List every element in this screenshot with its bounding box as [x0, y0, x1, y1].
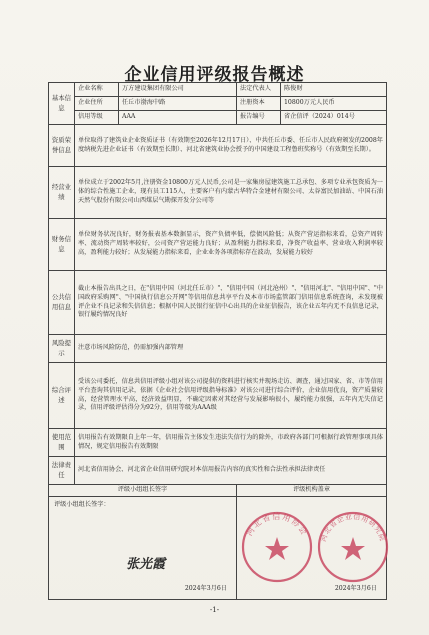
- section-text-performance: 单位成立于2002年5月,注册资金10800万元人民币,公司是一家集房屋建筑施工总承包、多项专业承包资质为一体的综合性施工企业，现有员工115人，主要客户有内蒙古华特合金建材有限公司、太谷富民加油站、中国石油天然气股份有限公司山西煤层气勘探开发分公司等: [75, 167, 387, 219]
- section-row-risk: [49, 335, 387, 363]
- section-text-liability: 河北省信用协会、河北省企业信用研究院对本信用报告内容的真实性和合法性承担法律责任: [75, 457, 387, 485]
- section-label-finance: 财务信息: [49, 219, 75, 271]
- report-table: [48, 82, 387, 600]
- section-label-public-credit: 公共信用信息: [49, 271, 75, 335]
- section-row-public-credit: [49, 271, 387, 335]
- section-row-summary: [49, 363, 387, 429]
- field-label-legal-rep: 法定代表人: [237, 83, 281, 97]
- field-label-capital: 注册资本: [237, 97, 281, 111]
- association-seal-text: 河北省信用协会: [244, 512, 310, 538]
- field-label-address: 企业住所: [75, 97, 119, 111]
- section-row-qualifications: [49, 125, 387, 167]
- basic-row-1: [49, 83, 387, 97]
- field-label-credit-grade: 信用等级: [75, 111, 119, 125]
- section-label-liability: 法律责任: [49, 457, 75, 485]
- section-label-basic: 基本信息: [49, 83, 75, 125]
- field-label-company-name: 企业名称: [75, 83, 119, 97]
- section-row-performance: [49, 167, 387, 219]
- signature-body-row: [49, 497, 387, 600]
- signature-header-row: [49, 485, 387, 497]
- page-number: -1-: [209, 606, 220, 614]
- field-label-report-number: 报告编号: [237, 111, 281, 125]
- star-icon: [341, 537, 365, 560]
- leader-signature-image: [124, 552, 172, 574]
- field-value-legal-rep: 陈俊财: [281, 83, 387, 97]
- field-value-credit-grade: AAA: [119, 111, 237, 125]
- institution-sign-date: 2024年3月6日: [334, 585, 377, 593]
- signature-right-header: 评级机构盖章: [237, 485, 387, 497]
- signature-left-header: 评级小组组长签字: [49, 485, 237, 497]
- signature-left-cell: [49, 497, 237, 600]
- section-text-public-credit: 截止本报告出具之日，在"信用中国（河北任丘市）"、"信用中国（河北沧州）"、"信用河北"、"信用中国"、"中国政府采购网"、"中国执行信息公开网"等信用信息共享平台及本市市场监管部门信用信息系统查询，未发现被评企业不良记录和失信信息；根据中国人民银行征信中心出具的企业征信报告，该企业五年内无不良信息记录，银行履约情况良好: [75, 271, 387, 335]
- field-value-address: 任丘市渤海中路: [119, 97, 237, 111]
- signature-right-cell: [237, 497, 387, 600]
- association-seal-stamp: [238, 506, 316, 584]
- section-row-scope: [49, 429, 387, 457]
- section-row-liability: [49, 457, 387, 485]
- section-label-risk: 风险提示: [49, 335, 75, 363]
- page-title: 企业信用评级报告概述: [124, 65, 305, 85]
- section-label-performance: 经营业绩: [49, 167, 75, 219]
- leader-sign-label: 评级小组组长签字：: [54, 501, 110, 508]
- field-value-report-number: 省企信评（2024）014号: [281, 111, 387, 125]
- field-value-company-name: 万方建设集团有限公司: [119, 83, 237, 97]
- section-text-summary: 受该公司委托，信息共信用评级小组对该公司提供的资料进行核实并现场走访、调查，通过国家、省、市等信用平台查询其信用记录，依据《企业社会信用评级指导标准》对该公司进行综合评价，企业信用优良，资产质量较高，经营管理水平高，经济效益明显，不确定因素对其经营与发展影响很小，履约能力很强，五年内无失信记录，信用评级评估得分为92分，信用等级为AAA级: [75, 363, 387, 429]
- section-text-qualifications: 单位取得了建筑业企业资质证书（有效期至2026年12月17日）、中共任丘市委、任丘市人民政府颁发的2008年度纳税先进企业证书（有效期至长期）、河北省建筑业协会授予的中国建设工程鲁班奖称号（有效期至长期）。: [75, 125, 387, 167]
- institute-seal-stamp: [314, 506, 392, 584]
- basic-row-3: [49, 111, 387, 125]
- basic-row-2: [49, 97, 387, 111]
- section-text-scope: 信用报告有效期限自上年一年，信用报告主体发生违法失信行为的除外，市政府各部门可根据行政管理事项具体情况，规定信用报告有效期限: [75, 429, 387, 457]
- section-label-scope: 使用范围: [49, 429, 75, 457]
- star-icon: [265, 537, 289, 560]
- section-label-qualifications: 资质荣誉信息: [49, 125, 75, 167]
- section-row-finance: [49, 219, 387, 271]
- field-value-capital: 10800万元人民币: [281, 97, 387, 111]
- section-text-risk: 注意市场风险防范，仍需加强内部管理: [75, 335, 387, 363]
- institute-seal-text: 河北省企业信用研究院: [319, 512, 387, 543]
- leader-signature-text: 张光霞: [126, 557, 166, 572]
- section-label-summary: 综合评述: [49, 363, 75, 429]
- section-text-finance: 单位财务状况良好，财务报表基本数据显示，资产负债率低，偿债风险低；从资产营运指标来看，总资产周转率、流动资产周转率较好，公司资产营运能力良好；从盈利能力指标来看，净资产收益率、营业收入利润率较高，盈利能力较好；从发展能力指标来看，企业业务各项指标存在波动，发展能力较好: [75, 219, 387, 271]
- leader-sign-date: 2024年3月6日: [184, 585, 227, 593]
